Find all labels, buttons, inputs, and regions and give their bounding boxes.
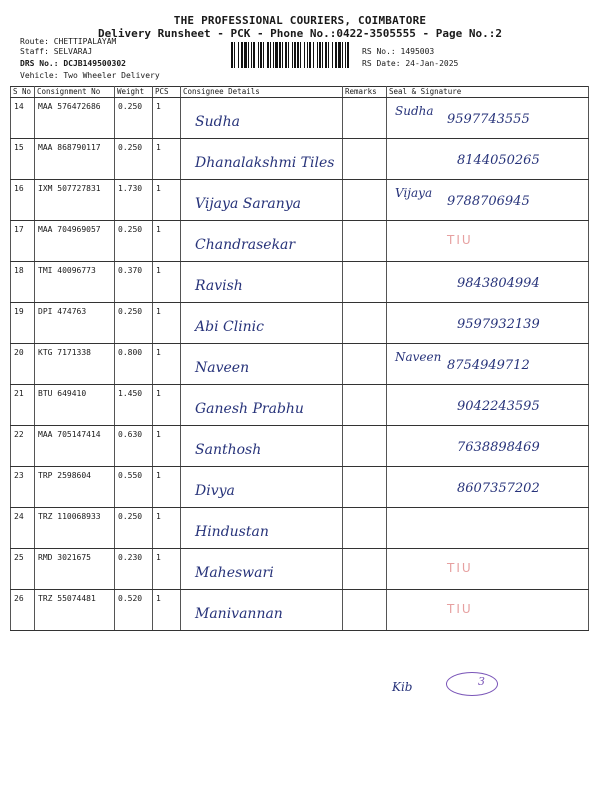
barcode-bar	[335, 42, 337, 68]
route-label: Route: CHETTIPALAYAM	[20, 37, 117, 46]
cell-remarks	[343, 590, 387, 631]
cell-sno	[11, 180, 35, 221]
signature-mark: Vijaya	[395, 186, 433, 200]
rs-date: RS Date: 24-Jan-2025	[362, 59, 459, 68]
barcode-bar	[307, 42, 308, 68]
table-header-row	[11, 87, 589, 98]
cell-consignment-text: TRP 2598604	[38, 471, 91, 480]
signature-phone: 7638898469	[457, 440, 540, 455]
cell-pcs-text: 1	[156, 143, 161, 152]
table-row	[11, 385, 589, 426]
signature-phone: 9042243595	[457, 399, 540, 414]
tiu-stamp: TIU	[447, 561, 473, 575]
cell-remarks	[343, 303, 387, 344]
cell-consignment-text: IXM 507727831	[38, 184, 101, 193]
col-sno: S No	[11, 87, 35, 98]
table-row	[11, 303, 589, 344]
runsheet-table	[10, 86, 589, 631]
cell-sno-text: 15	[14, 143, 24, 152]
runsheet-subtitle: Delivery Runsheet - PCK - Phone No.:0422-3505555 - Page No.:2	[98, 27, 502, 40]
cell-consignee	[181, 508, 343, 549]
cell-sno	[11, 303, 35, 344]
barcode-bar	[328, 42, 329, 68]
cell-sno-text: 14	[14, 102, 24, 111]
cell-signature	[387, 508, 589, 549]
cell-consignment	[35, 590, 115, 631]
cell-signature	[387, 344, 589, 385]
cell-consignment-text: MAA 868790117	[38, 143, 101, 152]
company-title: THE PROFESSIONAL COURIERS, COIMBATORE	[173, 14, 427, 27]
cell-consignee-text: Chandrasekar	[195, 237, 296, 253]
cell-weight	[115, 508, 153, 549]
cell-weight-text: 0.550	[118, 471, 143, 480]
signature-mark: Sudha	[395, 104, 434, 118]
cell-signature	[387, 139, 589, 180]
cell-weight	[115, 426, 153, 467]
cell-consignment-text: KTG 7171338	[38, 348, 91, 357]
cell-sno	[11, 590, 35, 631]
table-row	[11, 590, 589, 631]
cell-weight	[115, 303, 153, 344]
cell-weight-text: 1.730	[118, 184, 143, 193]
barcode-bar	[248, 42, 249, 68]
cell-weight-text: 0.230	[118, 553, 143, 562]
table-row	[11, 262, 589, 303]
cell-weight-text: 0.370	[118, 266, 143, 275]
cell-signature	[387, 98, 589, 139]
cell-pcs	[153, 303, 181, 344]
cell-consignment	[35, 98, 115, 139]
cell-signature	[387, 549, 589, 590]
cell-pcs-text: 1	[156, 512, 161, 521]
signature-phone: 9843804994	[457, 276, 540, 291]
cell-sno	[11, 262, 35, 303]
barcode-bar	[231, 42, 233, 68]
cell-weight	[115, 467, 153, 508]
barcode-bar	[282, 42, 283, 68]
barcode-bar	[260, 42, 262, 68]
cell-consignee	[181, 385, 343, 426]
cell-sno	[11, 467, 35, 508]
cell-weight	[115, 221, 153, 262]
col-weight: Weight	[115, 87, 153, 98]
cell-signature	[387, 180, 589, 221]
cell-consignment-text: TMI 40096773	[38, 266, 96, 275]
barcode-bar	[325, 42, 327, 68]
cell-weight	[115, 139, 153, 180]
table-row	[11, 467, 589, 508]
cell-remarks	[343, 344, 387, 385]
cell-signature	[387, 221, 589, 262]
barcode-bar	[319, 42, 321, 68]
table-row	[11, 344, 589, 385]
barcode-bar	[267, 42, 269, 68]
cell-consignee	[181, 98, 343, 139]
cell-sno-text: 16	[14, 184, 24, 193]
cell-sno	[11, 98, 35, 139]
cell-pcs-text: 1	[156, 184, 161, 193]
cell-consignee	[181, 221, 343, 262]
cell-pcs	[153, 139, 181, 180]
cell-remarks	[343, 262, 387, 303]
barcode-bar	[258, 42, 259, 68]
cell-pcs	[153, 98, 181, 139]
signature-phone: 8607357202	[457, 481, 540, 496]
barcode-bar	[347, 42, 349, 68]
barcode-bar	[294, 42, 296, 68]
staff-label: Staff: SELVARAJ	[20, 47, 93, 56]
cell-consignment	[35, 303, 115, 344]
cell-sno-text: 18	[14, 266, 24, 275]
cell-pcs-text: 1	[156, 307, 161, 316]
cell-consignment-text: BTU 649410	[38, 389, 87, 398]
cell-consignment	[35, 262, 115, 303]
cell-consignee	[181, 467, 343, 508]
barcode-bar	[234, 42, 235, 68]
cell-sno	[11, 426, 35, 467]
cell-pcs	[153, 385, 181, 426]
footer-circled-number: 3	[478, 675, 485, 688]
cell-consignment	[35, 467, 115, 508]
cell-consignment	[35, 139, 115, 180]
cell-pcs-text: 1	[156, 102, 161, 111]
cell-pcs	[153, 549, 181, 590]
cell-consignee-text: Manivannan	[195, 606, 283, 622]
cell-weight-text: 0.250	[118, 102, 143, 111]
cell-sno-text: 21	[14, 389, 24, 398]
cell-pcs-text: 1	[156, 348, 161, 357]
tiu-stamp: TIU	[447, 602, 473, 616]
cell-signature	[387, 467, 589, 508]
table-row	[11, 180, 589, 221]
signature-phone: 9788706945	[447, 194, 530, 209]
footer-initials: Kib	[392, 680, 413, 694]
cell-consignee-text: Vijaya Saranya	[195, 196, 301, 212]
cell-consignee-text: Ravish	[195, 278, 243, 294]
barcode-bar	[342, 42, 343, 68]
cell-pcs	[153, 590, 181, 631]
cell-consignee	[181, 590, 343, 631]
cell-weight	[115, 262, 153, 303]
table-row	[11, 508, 589, 549]
cell-sno-text: 23	[14, 471, 24, 480]
barcode-bar	[275, 42, 278, 68]
cell-pcs	[153, 467, 181, 508]
signature-mark: Naveen	[395, 350, 442, 364]
barcode-bar	[270, 42, 271, 68]
table-row	[11, 139, 589, 180]
barcode-bar	[241, 42, 243, 68]
cell-consignment	[35, 426, 115, 467]
cell-consignee	[181, 139, 343, 180]
cell-weight-text: 0.250	[118, 307, 143, 316]
cell-consignment-text: MAA 705147414	[38, 430, 101, 439]
cell-pcs-text: 1	[156, 594, 161, 603]
barcode-bar	[244, 42, 247, 68]
table-row	[11, 426, 589, 467]
cell-signature	[387, 303, 589, 344]
cell-sno	[11, 221, 35, 262]
cell-signature	[387, 262, 589, 303]
cell-weight-text: 0.630	[118, 430, 143, 439]
barcode-bar	[253, 42, 255, 68]
col-remarks: Remarks	[343, 87, 387, 98]
barcode-bar	[279, 42, 281, 68]
cell-pcs	[153, 426, 181, 467]
cell-consignee-text: Hindustan	[195, 524, 269, 540]
barcode-bar	[332, 42, 333, 68]
cell-remarks	[343, 508, 387, 549]
drs-label: DRS No.: DCJB149500302	[20, 59, 126, 68]
cell-pcs	[153, 344, 181, 385]
cell-signature	[387, 590, 589, 631]
cell-remarks	[343, 385, 387, 426]
cell-consignee-text: Divya	[195, 483, 235, 499]
cell-remarks	[343, 139, 387, 180]
cell-weight	[115, 590, 153, 631]
rs-number: RS No.: 1495003	[362, 47, 435, 56]
cell-pcs-text: 1	[156, 225, 161, 234]
cell-weight	[115, 180, 153, 221]
col-seal: Seal & Signature	[387, 87, 589, 98]
cell-sno-text: 24	[14, 512, 24, 521]
barcode-bar	[309, 42, 311, 68]
cell-sno	[11, 549, 35, 590]
footer-circle-mark	[446, 672, 498, 696]
cell-remarks	[343, 98, 387, 139]
cell-sno	[11, 508, 35, 549]
cell-pcs	[153, 262, 181, 303]
cell-sno-text: 20	[14, 348, 24, 357]
cell-signature	[387, 426, 589, 467]
cell-consignment-text: TRZ 55074481	[38, 594, 96, 603]
cell-weight-text: 0.250	[118, 143, 143, 152]
cell-consignment-text: TRZ 110068933	[38, 512, 101, 521]
cell-pcs-text: 1	[156, 389, 161, 398]
cell-weight-text: 0.520	[118, 594, 143, 603]
barcode-bar	[322, 42, 323, 68]
cell-sno-text: 26	[14, 594, 24, 603]
cell-consignee	[181, 426, 343, 467]
barcode-bar	[304, 42, 305, 68]
cell-signature	[387, 385, 589, 426]
cell-consignment	[35, 549, 115, 590]
col-consignment: Consignment No	[35, 87, 115, 98]
cell-remarks	[343, 467, 387, 508]
cell-sno-text: 22	[14, 430, 24, 439]
cell-pcs	[153, 508, 181, 549]
cell-weight-text: 0.250	[118, 225, 143, 234]
barcode-bar	[313, 42, 314, 68]
barcode-bar	[273, 42, 274, 68]
cell-remarks	[343, 180, 387, 221]
cell-consignment-text: MAA 576472686	[38, 102, 101, 111]
cell-consignee-text: Abi Clinic	[195, 319, 265, 335]
barcode	[231, 42, 349, 68]
cell-pcs	[153, 221, 181, 262]
table-row	[11, 98, 589, 139]
barcode-bar	[251, 42, 252, 68]
cell-pcs-text: 1	[156, 430, 161, 439]
cell-weight	[115, 549, 153, 590]
cell-consignee-text: Naveen	[195, 360, 250, 376]
barcode-bar	[345, 42, 346, 68]
cell-sno	[11, 385, 35, 426]
cell-consignee	[181, 549, 343, 590]
vehicle-label: Vehicle: Two Wheeler Delivery	[20, 71, 160, 80]
barcode-bar	[317, 42, 318, 68]
cell-weight-text: 0.800	[118, 348, 143, 357]
cell-consignment	[35, 221, 115, 262]
col-consignee: Consignee Details	[181, 87, 343, 98]
cell-consignee	[181, 262, 343, 303]
cell-consignment-text: DPI 474763	[38, 307, 87, 316]
cell-pcs-text: 1	[156, 471, 161, 480]
cell-sno	[11, 344, 35, 385]
cell-pcs	[153, 180, 181, 221]
barcode-bar	[297, 42, 299, 68]
cell-weight	[115, 344, 153, 385]
barcode-bar	[238, 42, 239, 68]
cell-consignee-text: Santhosh	[195, 442, 262, 458]
signature-phone: 9597932139	[457, 317, 540, 332]
cell-sno-text: 17	[14, 225, 24, 234]
cell-weight-text: 0.250	[118, 512, 143, 521]
tiu-stamp: TIU	[447, 233, 473, 247]
barcode-bar	[292, 42, 293, 68]
barcode-bar	[285, 42, 287, 68]
cell-remarks	[343, 426, 387, 467]
cell-consignment	[35, 180, 115, 221]
cell-consignee	[181, 303, 343, 344]
signature-phone: 9597743555	[447, 112, 530, 127]
barcode-bar	[338, 42, 341, 68]
cell-consignee-text: Sudha	[195, 114, 240, 130]
table-row	[11, 549, 589, 590]
signature-phone: 8144050265	[457, 153, 540, 168]
cell-consignment	[35, 385, 115, 426]
cell-pcs-text: 1	[156, 553, 161, 562]
table-row	[11, 221, 589, 262]
barcode-bar	[288, 42, 289, 68]
cell-consignee	[181, 344, 343, 385]
cell-remarks	[343, 549, 387, 590]
cell-sno-text: 25	[14, 553, 24, 562]
cell-weight	[115, 98, 153, 139]
cell-weight	[115, 385, 153, 426]
cell-consignee-text: Dhanalakshmi Tiles	[195, 155, 335, 171]
cell-consignment-text: MAA 704969057	[38, 225, 101, 234]
cell-consignee-text: Maheswari	[195, 565, 274, 581]
cell-consignee-text: Ganesh Prabhu	[195, 401, 304, 417]
cell-remarks	[343, 221, 387, 262]
cell-consignment	[35, 508, 115, 549]
cell-sno-text: 19	[14, 307, 24, 316]
barcode-bar	[263, 42, 264, 68]
barcode-bar	[300, 42, 301, 68]
cell-consignee	[181, 180, 343, 221]
cell-pcs-text: 1	[156, 266, 161, 275]
cell-consignment	[35, 344, 115, 385]
cell-sno	[11, 139, 35, 180]
cell-weight-text: 1.450	[118, 389, 143, 398]
cell-consignment-text: RMD 3021675	[38, 553, 91, 562]
signature-phone: 8754949712	[447, 358, 530, 373]
col-pcs: PCS	[153, 87, 181, 98]
